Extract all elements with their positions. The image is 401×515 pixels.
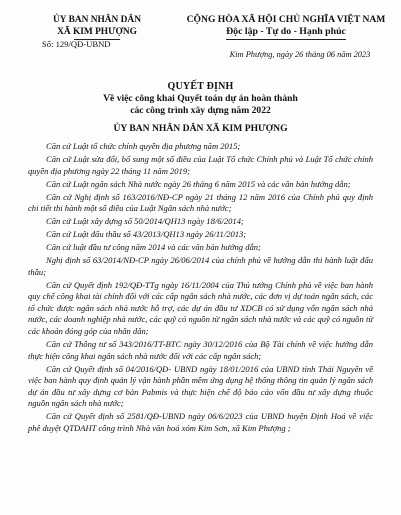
national-name: CỘNG HÒA XÃ HỘI CHỦ NGHĨA VIỆT NAM xyxy=(186,14,386,25)
legal-basis-paragraph: Căn cứ Quyết định số 2581/QĐ-UBND ngày 06/6/2023 của UBND huyện Định Hoá về việc phê duyệt QTDAHT công trình Nhà văn hoá xóm Kim Sơn, xã Kim Phượng ; xyxy=(28,411,373,433)
legal-basis-paragraph: Căn cứ luật đầu tư công năm 2014 và các văn bản hướng dẫn; xyxy=(46,242,261,253)
document-subtitle-1: Về việc công khai Quyết toán dự án hoàn thành xyxy=(103,93,298,104)
authority-line-2: XÃ KIM PHƯỢNG xyxy=(57,27,137,37)
legal-basis-paragraph: Nghị định số 63/2014/NĐ-CP ngày 26/06/2014 của chính phủ về hướng dẫn thi hành luật đấu thầu; xyxy=(28,255,373,277)
title-block xyxy=(40,81,361,116)
national-motto: Độc lập - Tự do - Hạnh phúc xyxy=(226,26,346,37)
legal-basis-paragraph: Căn cứ Luật tổ chức chính quyền địa phương năm 2015; xyxy=(46,141,241,151)
legal-basis-paragraph: Căn cứ Luật ngân sách Nhà nước ngày 26 tháng 6 năm 2015 và các văn bản hướng dẫn; xyxy=(46,178,351,189)
issuing-authority xyxy=(22,14,172,40)
legal-basis-paragraph: Căn cứ Luật đấu thầu số 43/2013/QH13 ngày 26/11/2013; xyxy=(46,229,247,240)
document-title: QUYẾT ĐỊNH xyxy=(167,81,234,92)
motto-underline xyxy=(226,39,346,40)
legal-basis-paragraph: Căn cứ Thông tư số 343/2016/TT-BTC ngày 30/12/2016 của Bộ Tài chính về việc hướng dẫn thực hiện công khai ngân sách nhà nước đối với các cấp ngân sách; xyxy=(28,339,373,361)
deciding-authority: ỦY BAN NHÂN DÂN XÃ KIM PHƯỢNG xyxy=(113,123,288,134)
legal-basis-paragraph: Căn cứ Nghị định số 163/2016/NĐ-CP ngày 21 tháng 12 năm 2016 của Chính phủ quy định chi tiết thi hành một số điều của Luật Ngân sách nhà nước; xyxy=(28,191,373,214)
national-title xyxy=(186,14,386,40)
legal-basis-paragraph: Căn cứ Quyết định 192/QĐ-TTg ngày 16/11/2004 của Thủ tướng Chính phủ về việc ban hành quy chế công khai tài chính đối với các cấp ngân sách nhà nước, các đơn vị dự toán ngân sách, các tổ chức được ngân sách nhà nước hỗ trợ, các dự án đầu tư XDCB có sử dụng vốn ngân sách nhà nước, các doanh nghiệp nhà nước, các quỹ có nguồn từ ngân sách nhà nước và các quỹ có nguồn từ các khoản đóng góp của nhân dân; xyxy=(28,279,373,337)
legal-basis-paragraph: Căn cứ Luật xây dựng số 50/2014/QH13 ngày 18/6/2014; xyxy=(46,216,244,227)
document-number: Số: 129/QĐ-UBND xyxy=(42,39,111,49)
legal-basis-paragraph: Căn cứ Luật sửa đổi, bổ sung một số điều của Luật Tổ chức Chính phủ và Luật Tổ chức chính quyền địa phương ngày 22 tháng 11 năm 2019; xyxy=(28,153,373,176)
document-body xyxy=(28,141,373,436)
authority-line-1: ỦY BAN NHÂN DÂN xyxy=(53,15,141,25)
place-date: Kim Phượng, ngày 26 tháng 06 năm 2023 xyxy=(229,50,371,59)
legal-basis-paragraph: Căn cứ Quyết định số 04/2016/QĐ- UBND ngày 18/01/2016 của UBND tỉnh Thái Nguyên về việc ban hành quy định quản lý vận hành phần mềm ứng dụng hệ thống thông tin quản lý ngân sách dự án đầu tư xây dựng cơ bản Pabmis và thực hiện chế độ báo cáo vốn đầu tư xây dựng thuộc nguồn ngân sách nhà nước; xyxy=(28,363,373,409)
document-subtitle-2: các công trình xây dựng năm 2022 xyxy=(130,104,271,116)
